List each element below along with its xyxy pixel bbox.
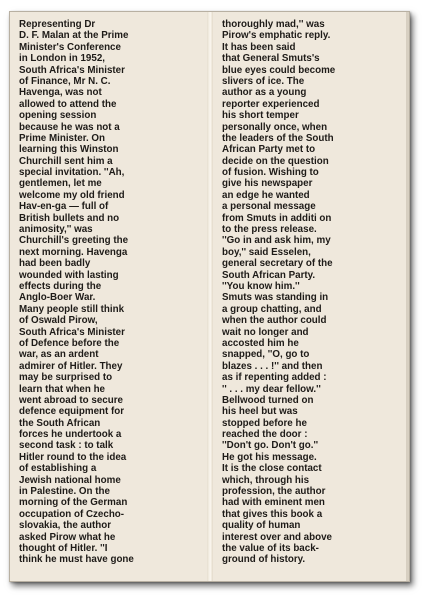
text-line: Smuts was standing in: [222, 292, 329, 304]
text-line: defence equipment for: [19, 406, 125, 418]
text-line: gentlemen, let me: [19, 178, 102, 190]
text-line: blazes . . . !'' and then: [222, 360, 323, 372]
text-line: Churchill's greeting the: [19, 235, 129, 247]
text-line: boy,'' said Esselen,: [222, 246, 311, 258]
text-line: accosted him he: [222, 337, 299, 349]
text-line: reached the door :: [222, 429, 308, 441]
text-line: of Oswald Pirow,: [19, 315, 98, 327]
text-line: because he was not a: [19, 121, 120, 133]
text-line: had been badly: [19, 258, 91, 270]
text-line: the value of its back-: [222, 542, 319, 554]
text-line: the South African: [19, 417, 101, 429]
text-line: thought of Hitler. ''I: [19, 542, 108, 554]
text-line: personally once, when: [222, 121, 328, 133]
text-line: Havenga, was not: [19, 87, 102, 99]
jacket-edge: [406, 12, 409, 581]
text-line: interest over and above: [222, 531, 332, 543]
text-line: war, as an ardent: [19, 349, 99, 361]
text-line: had with eminent men: [222, 497, 325, 509]
text-line: that gives this book a: [222, 508, 323, 520]
text-line: D. F. Malan at the Prime: [19, 30, 129, 42]
text-line: Hav-en-ga — full of: [19, 201, 109, 213]
text-line: admirer of Hitler. They: [19, 360, 123, 372]
text-line: opening session: [19, 110, 97, 122]
text-line: a group chatting, and: [222, 303, 322, 315]
text-line: next morning. Havenga: [19, 246, 128, 258]
text-line: Minister's Conference: [19, 41, 121, 53]
text-line: asked Pirow what he: [19, 531, 116, 543]
text-line: thoroughly mad,'' was: [222, 19, 325, 30]
text-line: '' . . . my dear fellow.'': [222, 383, 321, 395]
text-line: He got his message.: [222, 451, 317, 463]
text-line: South Africa's Minister: [19, 64, 125, 76]
text-line: Prime Minister. On: [19, 132, 106, 144]
text-line: Jewish national home: [19, 474, 121, 486]
text-line: of Defence before the: [19, 337, 120, 349]
left-text-column: [19, 19, 209, 566]
text-line: decide on the question: [222, 155, 329, 167]
text-line: learn that when he: [19, 383, 106, 395]
text-line: slovakia, the author: [19, 520, 112, 532]
text-line: slivers of ice. The: [222, 75, 305, 87]
text-line: second task : to talk: [19, 440, 114, 452]
text-line: Pirow's emphatic reply.: [222, 30, 331, 42]
text-line: when the author could: [222, 315, 327, 327]
text-line: in Palestine. On the: [19, 486, 110, 498]
text-line: as if repenting added :: [222, 372, 327, 384]
text-line: African Party met to: [222, 144, 316, 156]
book-jacket-flap: [9, 11, 410, 582]
text-line: It is the close contact: [222, 463, 322, 475]
text-line: South Africa's Minister: [19, 326, 125, 338]
text-line: which, through his: [222, 474, 310, 486]
text-line: reporter experienced: [222, 98, 320, 110]
text-line: wounded with lasting: [19, 269, 119, 281]
text-line: give his newspaper: [222, 178, 313, 190]
text-line: morning of the German: [19, 497, 128, 509]
text-line: Hitler round to the idea: [19, 451, 127, 463]
text-line: Churchill sent him a: [19, 155, 113, 167]
text-line: learning this Winston: [19, 144, 119, 156]
text-line: ground of history.: [222, 554, 306, 566]
text-line: snapped, ''O, go to: [222, 349, 310, 361]
text-line: may be surprised to: [19, 372, 113, 384]
text-line: ''Go in and ask him, my: [222, 235, 331, 247]
text-line: welcome my old friend: [19, 189, 125, 201]
text-line: ''You know him.'': [222, 280, 300, 292]
text-line: profession, the author: [222, 486, 326, 498]
text-line: quality of human: [222, 520, 301, 532]
text-line: Bellwood turned on: [222, 394, 314, 406]
text-line: forces he undertook a: [19, 429, 122, 441]
text-line: special invitation. ''Ah,: [19, 167, 125, 179]
text-line: his short temper: [222, 110, 299, 122]
text-line: went abroad to secure: [19, 394, 123, 406]
text-line: an edge he wanted: [222, 189, 310, 201]
text-line: effects during the: [19, 280, 102, 292]
text-line: that General Smuts's: [222, 53, 320, 65]
text-line: Many people still think: [19, 303, 125, 315]
text-line: British bullets and no: [19, 212, 120, 224]
text-line: in London in 1952,: [19, 53, 106, 65]
text-line: general secretary of the: [222, 258, 333, 270]
text-line: ''Don't go. Don't go.'': [222, 440, 319, 452]
text-line: It has been said: [222, 41, 296, 53]
text-line: his heel but was: [222, 406, 298, 418]
text-line: stopped before he: [222, 417, 307, 429]
text-line: of fusion. Wishing to: [222, 167, 319, 179]
text-line: of Finance, Mr N. C.: [19, 75, 111, 87]
text-line: allowed to attend the: [19, 98, 117, 110]
text-line: South African Party.: [222, 269, 316, 281]
text-line: the leaders of the South: [222, 132, 334, 144]
right-text-column: [222, 19, 406, 566]
text-line: think he must have gone: [19, 554, 134, 566]
text-line: wait no longer and: [222, 326, 309, 338]
text-line: Anglo-Boer War.: [19, 292, 96, 304]
text-line: occupation of Czecho-: [19, 508, 125, 520]
text-line: animosity,'' was: [19, 224, 93, 236]
text-line: of establishing a: [19, 463, 97, 475]
text-line: blue eyes could become: [222, 64, 336, 76]
text-line: to the press release.: [222, 224, 317, 236]
text-line: from Smuts in additi on: [222, 212, 332, 224]
text-line: a personal message: [222, 201, 316, 213]
text-line: Representing Dr: [19, 19, 96, 30]
text-line: author as a young: [222, 87, 307, 99]
